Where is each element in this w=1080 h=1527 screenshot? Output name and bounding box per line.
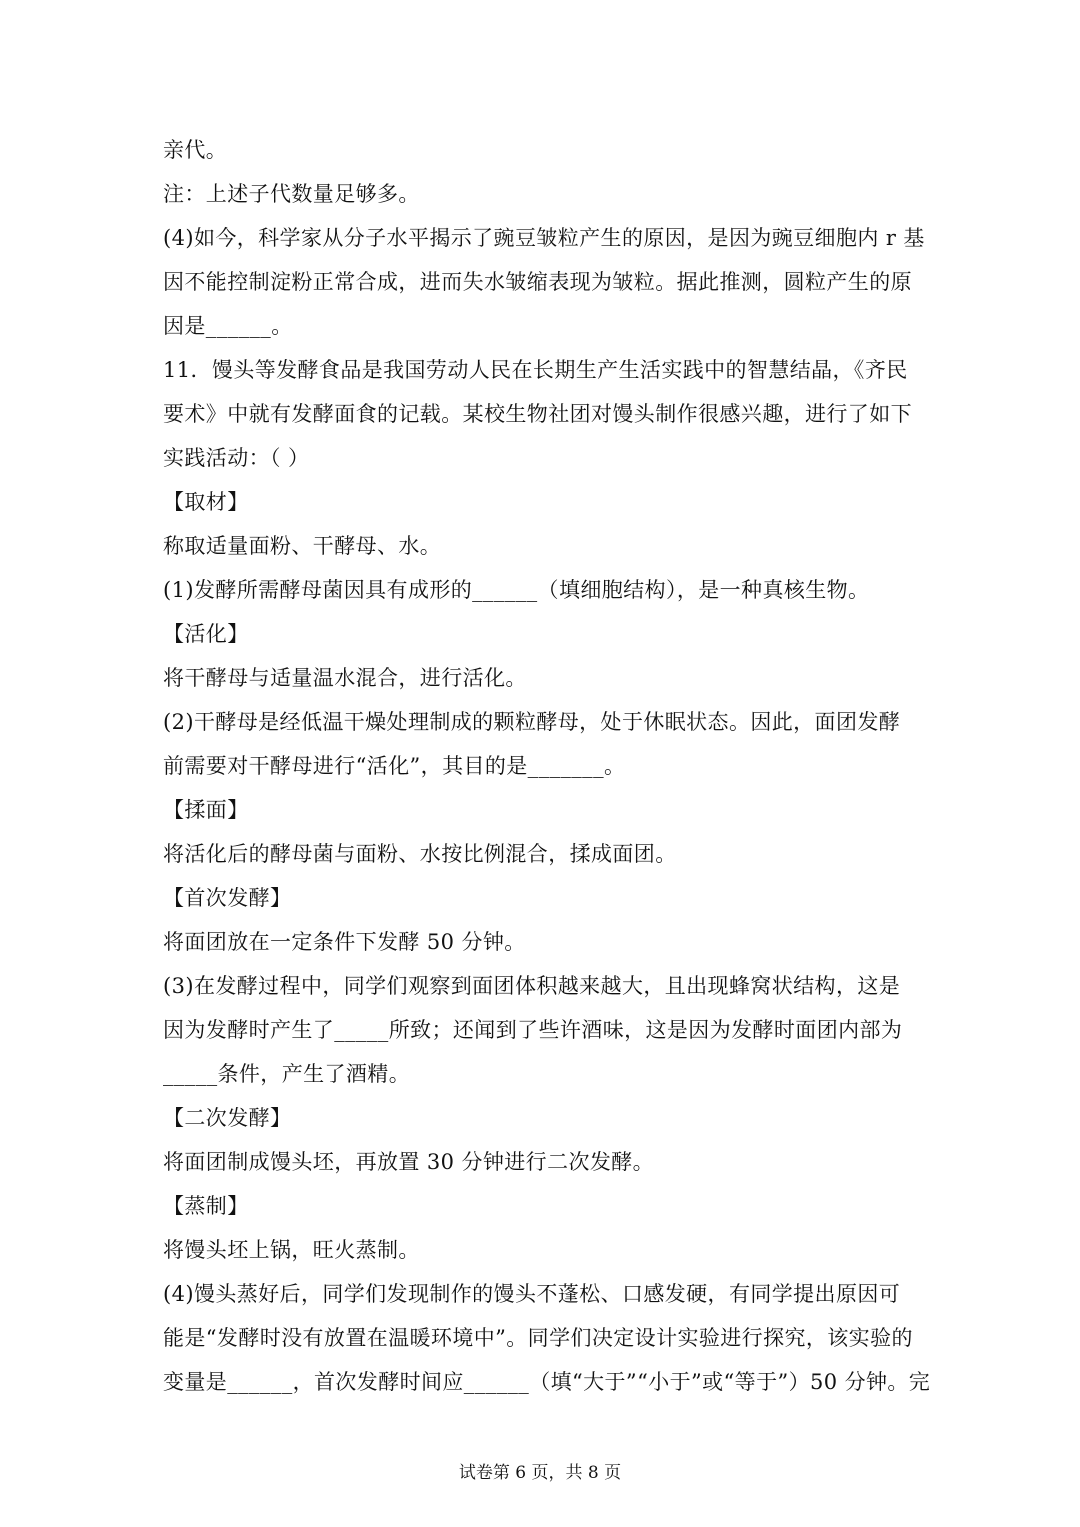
text-line: 将干酵母与适量温水混合，进行活化。 <box>163 666 527 690</box>
text-line: 因不能控制淀粉正常合成，进而失水皱缩表现为皱粒。据此推测，圆粒产生的原 <box>163 270 912 294</box>
question-11-part-2: (2)干酵母是经低温干燥处理制成的颗粒酵母，处于休眠状态。因此，面团发酵 <box>163 710 901 734</box>
page-body <box>163 128 931 1404</box>
text-line: 因为发酵时产生了_____所致；还闻到了些许酒味，这是因为发酵时面团内部为 <box>163 1018 903 1042</box>
question-11-part-4: (4)馒头蒸好后，同学们发现制作的馒头不蓬松、口感发硬，有同学提出原因可 <box>163 1282 901 1306</box>
page-footer: 试卷第 6 页，共 8 页 <box>458 1463 622 1483</box>
text-line: 前需要对干酵母进行“活化”，其目的是_______。 <box>163 754 626 778</box>
text-line: 将面团放在一定条件下发酵 50 分钟。 <box>163 930 526 954</box>
text-line: 亲代。 <box>163 138 228 162</box>
text-line: 将面团制成馒头坯，再放置 30 分钟进行二次发酵。 <box>163 1150 655 1174</box>
section-heading: 【二次发酵】 <box>163 1106 292 1130</box>
section-heading: 【首次发酵】 <box>163 886 292 910</box>
section-heading: 【取材】 <box>163 490 249 514</box>
section-heading: 【揉面】 <box>163 798 249 822</box>
question-11-part-3: (3)在发酵过程中，同学们观察到面团体积越来越大，且出现蜂窝状结构，这是 <box>163 974 901 998</box>
text-line: 变量是______，首次发酵时间应______（填“大于”“小于”或“等于”）50 分钟。完 <box>163 1370 931 1394</box>
question-11-stem: 11．馒头等发酵食品是我国劳动人民在长期生产生活实践中的智慧结晶，《齐民 <box>163 358 908 382</box>
text-line: 将馒头坯上锅，旺火蒸制。 <box>163 1238 420 1262</box>
section-heading: 【蒸制】 <box>163 1194 249 1218</box>
text-line: 将活化后的酵母菌与面粉、水按比例混合，揉成面团。 <box>163 842 677 866</box>
question-10-part-4: (4)如今，科学家从分子水平揭示了豌豆皱粒产生的原因，是因为豌豆细胞内 r 基 <box>163 226 925 250</box>
text-line: 因是______。 <box>163 314 293 338</box>
section-heading: 【活化】 <box>163 622 249 646</box>
text-line: _____条件，产生了酒精。 <box>163 1062 411 1086</box>
note-line: 注：上述子代数量足够多。 <box>163 182 420 206</box>
question-11-part-1: (1)发酵所需酵母菌因具有成形的______（填细胞结构），是一种真核生物。 <box>163 578 870 602</box>
text-line: 称取适量面粉、干酵母、水。 <box>163 534 442 558</box>
text-line: 能是“发酵时没有放置在温暖环境中”。同学们决定设计实验进行探究，该实验的 <box>163 1326 913 1350</box>
text-line: 实践活动：（ ） <box>163 446 310 470</box>
text-line: 要术》中就有发酵面食的记载。某校生物社团对馒头制作很感兴趣，进行了如下 <box>163 402 912 426</box>
